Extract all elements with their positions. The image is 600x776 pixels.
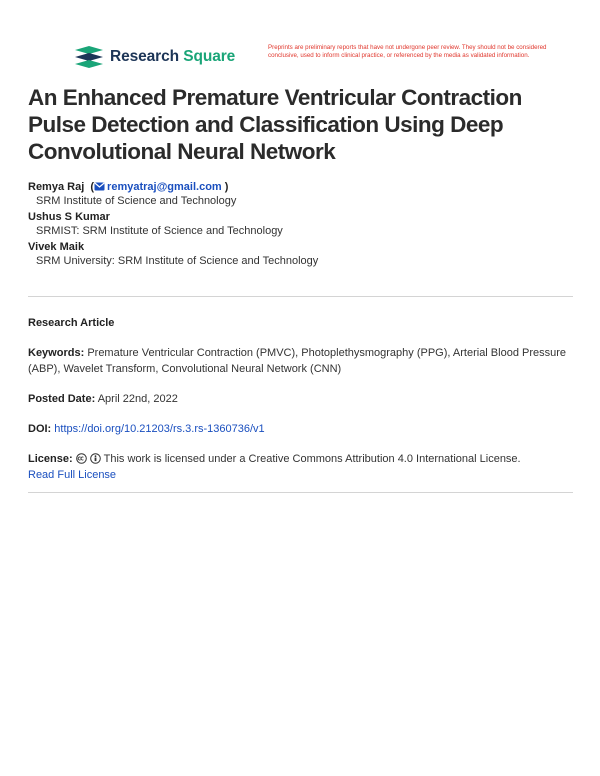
attribution-icon	[90, 453, 101, 464]
author-name-text: Remya Raj	[28, 181, 85, 193]
keywords-field	[28, 345, 568, 377]
author-name: Ushus S Kumar	[28, 211, 110, 223]
mail-icon	[94, 182, 105, 191]
paper-title: An Enhanced Premature Ventricular Contraction Pulse Detection and Classification Using Deep Convolutional Neural Network	[28, 85, 522, 164]
brand-name	[110, 48, 235, 66]
doi-link[interactable]: https://doi.org/10.21203/rs.3.rs-1360736/v1	[54, 423, 265, 435]
author-name: Vivek Maik	[28, 241, 85, 253]
research-square-logo[interactable]	[75, 46, 235, 68]
author-affiliation: SRM University: SRM Institute of Science and Technology	[36, 255, 319, 267]
article-type: Research Article	[28, 317, 115, 329]
author-email-link[interactable]: remyatraj@gmail.com	[107, 181, 222, 193]
research-square-logo-icon	[75, 46, 103, 68]
section-divider	[28, 296, 573, 297]
brand-name-square: Square	[183, 48, 236, 65]
author-name: Remya Raj ( remyatraj@gmail.com )	[28, 181, 229, 193]
preprint-disclaimer: Preprints are preliminary reports that have not undergone peer review. They should not be considered conclusive, used to inform clinical practice, or referenced by the media as validated information.	[268, 44, 547, 59]
creative-commons-icon	[76, 453, 87, 464]
keywords-value: Premature Ventricular Contraction (PMVC), Photoplethysmography (PPG), Arterial Blood Pressure (ABP), Wavelet Transform, Convolutional Neural Network (CNN)	[28, 347, 567, 375]
brand-name-research: Research	[110, 48, 179, 65]
keywords-label: Keywords:	[28, 347, 85, 359]
read-full-license-link[interactable]: Read Full License	[28, 469, 117, 481]
section-divider	[28, 492, 573, 493]
posted-date-value: April 22nd, 2022	[97, 393, 178, 405]
doi-field	[28, 421, 568, 437]
license-label: License:	[28, 453, 73, 465]
license-field	[28, 451, 568, 483]
license-text: This work is licensed under a Creative Commons Attribution 4.0 International License.	[103, 453, 521, 465]
doi-label: DOI:	[28, 423, 52, 435]
posted-date-label: Posted Date:	[28, 393, 96, 405]
posted-date-field	[28, 391, 568, 407]
author-affiliation: SRM Institute of Science and Technology	[36, 195, 237, 207]
author-list	[28, 180, 573, 270]
author-affiliation: SRMIST: SRM Institute of Science and Technology	[36, 225, 283, 237]
